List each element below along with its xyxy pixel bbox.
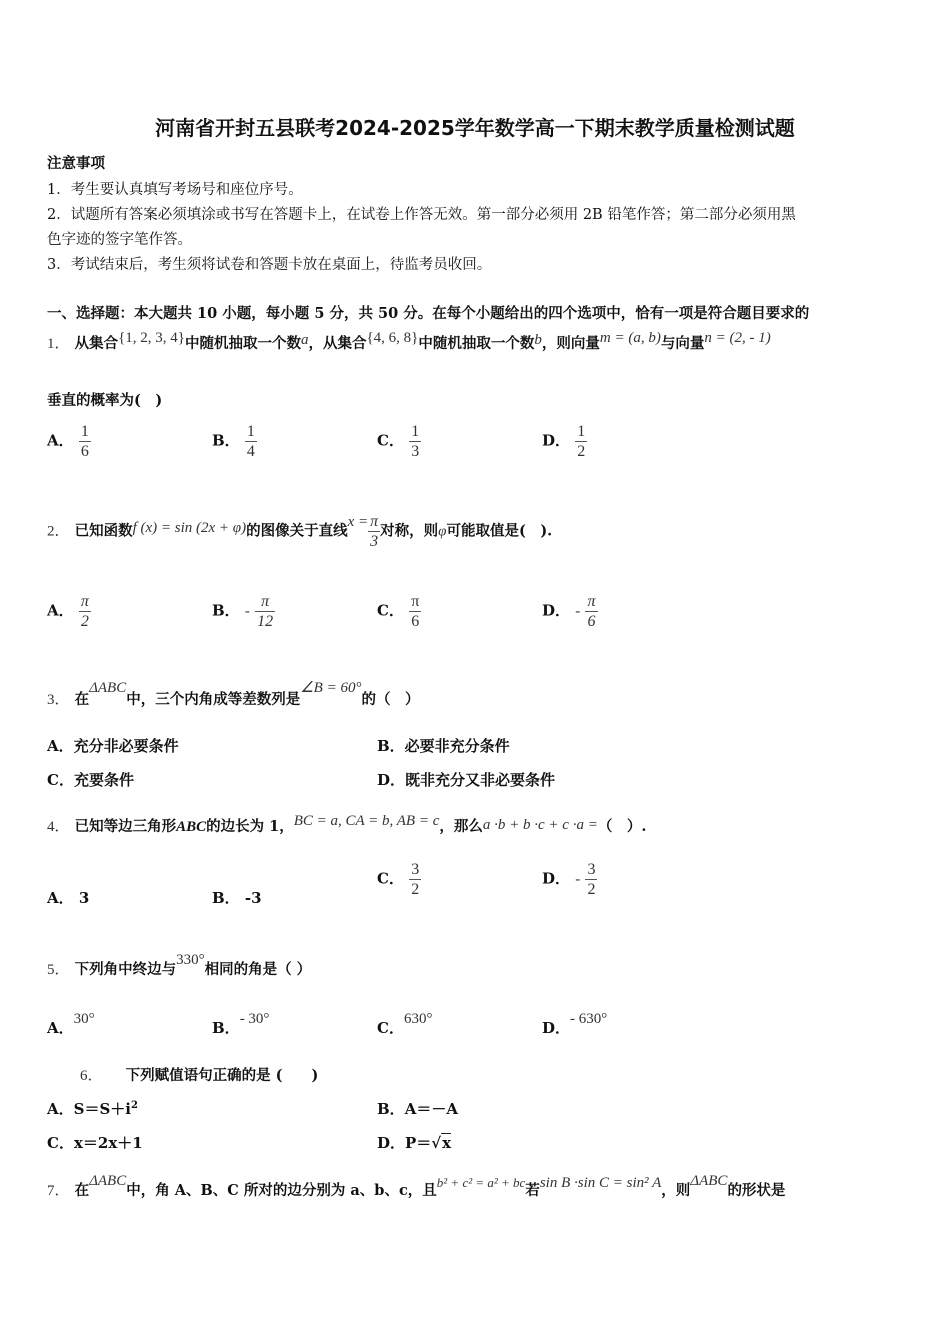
denominator: 6: [80, 443, 89, 460]
option-value: - 630°: [570, 1011, 608, 1027]
option-d[interactable]: [377, 1132, 451, 1153]
question-text: 在: [74, 691, 90, 708]
question-text: ，则: [661, 1182, 691, 1199]
numerator: 1: [246, 423, 255, 440]
option-c[interactable]: [377, 422, 421, 461]
option-label: C．: [377, 1019, 404, 1037]
numerator: 1: [577, 423, 586, 440]
option-value: x＝2x＋1: [73, 1134, 143, 1152]
numerator: 3: [587, 861, 596, 878]
option-label: B．: [212, 601, 240, 620]
option-a[interactable]: [47, 422, 91, 461]
option-a[interactable]: [47, 1011, 95, 1038]
question-text: 已知等边三角形: [74, 818, 177, 835]
question-text: 的（ ）: [361, 691, 420, 708]
option-b[interactable]: B．必要非充分条件: [377, 737, 510, 755]
line-lhs: x =: [347, 513, 369, 530]
question-number: 6．: [80, 1068, 103, 1084]
option-label: D．: [542, 1019, 571, 1037]
notice-heading: 注意事项: [47, 155, 105, 172]
phi-symbol: φ: [438, 523, 447, 540]
option-b[interactable]: [212, 887, 262, 908]
option-value: -3: [244, 889, 262, 907]
variable: a: [300, 332, 309, 348]
numerator: π: [587, 593, 596, 610]
notice-item-3: 3．考试结束后，考生须将试卷和答题卡放在桌面上，待监考员收回。: [47, 257, 492, 273]
option-d[interactable]: [542, 422, 587, 461]
equation: b² + c² = a² + bc: [436, 1175, 526, 1190]
option-label: C．: [377, 431, 404, 450]
option-label: A．: [47, 601, 74, 620]
option-d[interactable]: D．既非充分又非必要条件: [377, 771, 556, 789]
question-5: [47, 952, 312, 979]
denominator: 12: [257, 613, 274, 630]
sign: -: [575, 871, 581, 888]
fraction: [585, 592, 597, 631]
question-text: ，则向量: [541, 335, 600, 352]
option-label: D．: [377, 1134, 406, 1152]
question-text: 从集合: [74, 335, 119, 352]
option-label: C．: [377, 869, 404, 888]
numerator: 1: [80, 423, 89, 440]
question-text: 已知函数: [74, 522, 133, 540]
fraction: [79, 592, 91, 631]
denominator: 2: [577, 443, 586, 460]
numerator: π: [370, 513, 379, 530]
angle-expression: ∠B = 60°: [300, 680, 362, 696]
notice-item-1: 1．考生要认真填写考场号和座位序号。: [47, 182, 303, 198]
numerator: 3: [411, 861, 420, 878]
question-7: [47, 1173, 786, 1200]
option-b[interactable]: [212, 592, 275, 631]
option-label: C．: [377, 601, 404, 620]
numerator: 1: [411, 423, 420, 440]
option-a[interactable]: [47, 1098, 138, 1119]
option-label: B．: [212, 889, 240, 907]
option-a[interactable]: A．充分非必要条件: [47, 737, 179, 755]
option-value: - 30°: [239, 1011, 270, 1027]
fraction: [79, 422, 91, 461]
triangle-symbol: ΔABC: [89, 1173, 127, 1189]
option-c[interactable]: [377, 1011, 433, 1038]
page-title: 河南省开封五县联考2024-2025学年数学高一下期末教学质量检测试题: [155, 116, 795, 140]
option-label: D．: [542, 431, 571, 450]
option-a[interactable]: [47, 887, 89, 908]
question-text: 的边长为 1，: [206, 818, 294, 835]
question-text: 中随机抽取一个数: [184, 335, 301, 352]
set-expression: {4, 6, 8}: [366, 330, 419, 346]
question-text: 中，角 A、B、C 所对的边分别为 a、b、c，且: [126, 1182, 437, 1199]
question-number: 3．: [47, 692, 70, 708]
triangle-symbol: ΔABC: [89, 680, 127, 696]
question-text: 可能取值是( ).: [446, 522, 553, 540]
question-number: 4．: [47, 819, 70, 835]
option-d[interactable]: [542, 860, 597, 899]
question-number: 1．: [47, 336, 70, 352]
option-value: S＝S＋i: [73, 1100, 132, 1118]
numerator: π: [255, 592, 275, 612]
option-label: A．: [47, 1100, 74, 1118]
question-1-continuation: 垂直的概率为( ): [47, 392, 163, 409]
triangle-name: ABC: [176, 819, 207, 835]
fraction: [575, 422, 587, 461]
angle-value: 330°: [176, 952, 205, 968]
question-text: 与向量: [660, 335, 705, 352]
option-a[interactable]: [47, 592, 91, 631]
question-number: 5．: [47, 962, 70, 978]
question-number: 2．: [47, 523, 70, 540]
question-text: 中，三个内角成等差数列是: [126, 691, 301, 708]
option-value: 630°: [403, 1011, 433, 1027]
option-b[interactable]: [212, 1011, 270, 1038]
fraction: [409, 592, 421, 631]
option-c[interactable]: [377, 860, 421, 899]
option-label: A．: [47, 1019, 74, 1037]
question-text: （ ）.: [597, 818, 647, 835]
numerator: π: [80, 593, 89, 610]
triangle-symbol: ΔABC: [690, 1173, 728, 1189]
fraction: [585, 860, 597, 899]
equation: sin B ·sin C = sin² A: [539, 1175, 662, 1191]
sqrt-icon: √: [431, 1134, 442, 1152]
denominator: 6: [587, 613, 596, 630]
question-3: [47, 680, 420, 709]
fraction: [409, 422, 421, 461]
option-c[interactable]: [47, 1132, 143, 1153]
question-text: 下列角中终边与: [74, 961, 177, 978]
fraction: [368, 512, 380, 551]
vector-expression: m = (a, b): [599, 330, 661, 346]
section-heading: 一、选择题：本大题共 10 小题，每小题 5 分，共 50 分。在每个小题给出的四个选项中，恰有一项是符合题目要求的: [47, 305, 810, 322]
variable: b: [534, 332, 542, 348]
option-c[interactable]: C．充要条件: [47, 771, 134, 789]
option-d[interactable]: [542, 1011, 608, 1038]
option-label: D．: [542, 869, 571, 888]
question-text: 若: [525, 1182, 540, 1199]
fraction: [409, 860, 421, 899]
sides-expression: BC = a, CA = b, AB = c: [293, 813, 440, 829]
denominator: 3: [411, 443, 420, 460]
option-c[interactable]: [377, 592, 421, 631]
sign: -: [244, 603, 250, 620]
radicand: x: [442, 1134, 452, 1152]
dot-product-expression: a ·b + b ·c + c ·a =: [482, 817, 598, 833]
question-6: [80, 1064, 318, 1085]
option-label: B．: [212, 431, 240, 450]
option-value: P＝: [405, 1134, 432, 1152]
option-value: 3: [78, 889, 90, 907]
option-b[interactable]: [377, 1098, 458, 1119]
numerator: π: [411, 593, 420, 610]
question-text: 在: [74, 1182, 90, 1199]
option-label: A．: [47, 889, 74, 907]
option-label: C．: [47, 1134, 74, 1152]
question-text: 中随机抽取一个数: [418, 335, 535, 352]
fraction: [245, 422, 257, 461]
exponent: 2: [131, 1100, 138, 1111]
question-text: ，从集合: [308, 335, 367, 352]
question-text: 的形状是: [727, 1182, 786, 1199]
question-text: 下列赋值语句正确的是 ( ): [125, 1067, 319, 1084]
question-text: 的图像关于直线: [246, 522, 348, 540]
denominator: 6: [411, 613, 420, 630]
question-4: [47, 815, 646, 836]
notice-item-2-line-1: 2．试题所有答案必须填涂或书写在答题卡上，在试卷上作答无效。第一部分必须用 2B 铅笔作答；第二部分必须用黑: [47, 207, 796, 223]
option-b[interactable]: [212, 422, 257, 461]
option-label: D．: [542, 601, 571, 620]
notice-item-2-line-2: 色字迹的签字笔作答。: [47, 232, 192, 248]
option-label: B．: [212, 1019, 240, 1037]
option-d[interactable]: [542, 592, 598, 631]
function-expression: f (x) = sin (2x + φ): [132, 519, 247, 536]
question-text: ，那么: [439, 818, 483, 835]
denominator: 2: [80, 613, 89, 630]
denominator: 4: [246, 443, 255, 460]
vector-expression: n = (2, - 1): [704, 330, 771, 346]
fraction: [255, 592, 275, 631]
option-label: A．: [47, 431, 74, 450]
question-1: [47, 332, 771, 353]
option-value: 30°: [73, 1011, 95, 1027]
question-text: 相同的角是（ ）: [204, 961, 312, 978]
question-number: 7．: [47, 1183, 70, 1199]
option-value: A＝－A: [404, 1100, 458, 1118]
denominator: 2: [411, 881, 420, 898]
question-text: 对称，则: [380, 522, 439, 540]
question-2: [47, 512, 552, 551]
option-label: B．: [377, 1100, 405, 1118]
sign: -: [575, 603, 581, 620]
set-expression: {1, 2, 3, 4}: [118, 330, 185, 346]
denominator: 3: [370, 533, 379, 550]
denominator: 2: [587, 881, 596, 898]
